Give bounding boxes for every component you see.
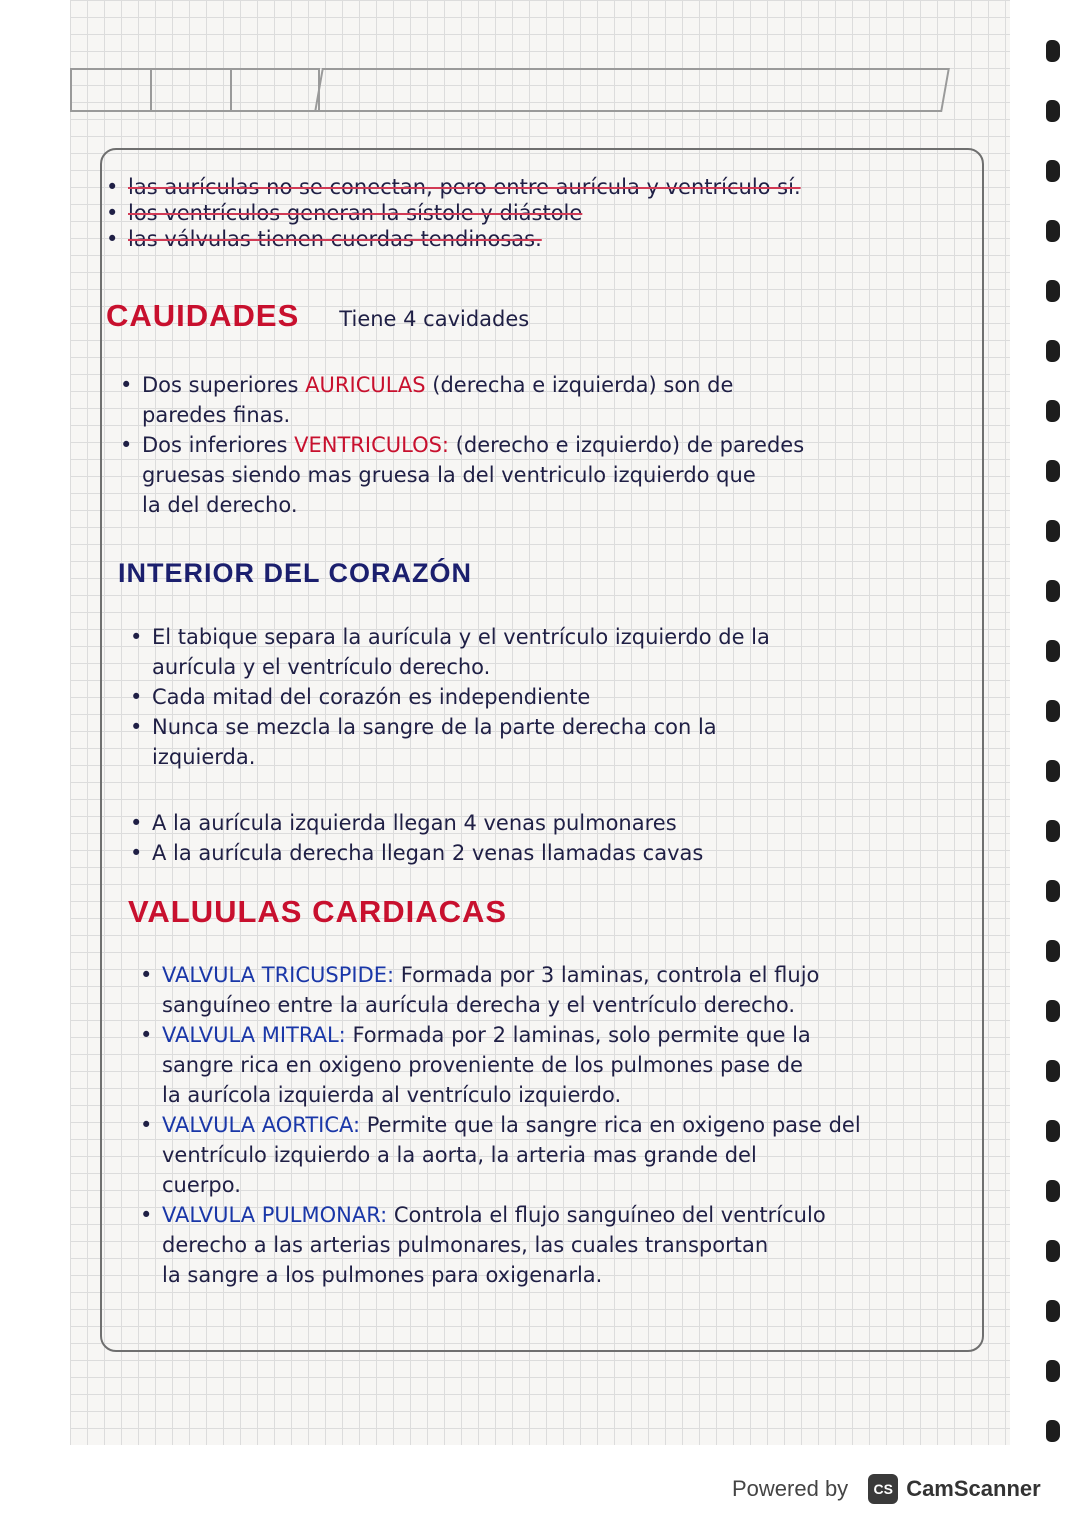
binding-hole [1046, 40, 1060, 62]
bullet-dot: • [130, 625, 143, 649]
camscanner-brand: CamScanner [906, 1476, 1041, 1501]
valvula-mitral-cont-1: sangre rica en oxigeno proveniente de los pulmones pase de [162, 1053, 803, 1077]
binding-hole [1046, 160, 1060, 182]
binding-hole [1046, 1360, 1060, 1382]
binding-hole [1046, 880, 1060, 902]
cavidades-bullet-1: • Dos superiores AURICULAS (derecha e izquierda) son de [120, 370, 804, 400]
binding-hole [1046, 520, 1060, 542]
pulmonar-label: VALVULA PULMONAR: [162, 1203, 388, 1227]
header-boxes [70, 68, 950, 112]
binding-hole [1046, 760, 1060, 782]
cavidades-bullet-1-cont: paredes finas. [142, 403, 291, 427]
valvula-pulmonar-cont-1: derecho a las arterias pulmonares, las cuales transportan [162, 1233, 769, 1257]
camscanner-logo-icon: CS [868, 1474, 898, 1504]
interior-bullet-1-cont: aurícula y el ventrículo derecho. [152, 655, 491, 679]
cavidades-bullet-2-cont-2: la del derecho. [142, 493, 298, 517]
aortica-label: VALVULA AORTICA: [162, 1113, 361, 1137]
header-box-4 [314, 68, 950, 112]
binding-hole [1046, 1060, 1060, 1082]
valvula-tricuspide-cont: sanguíneo entre la aurícula derecha y el ventrículo derecho. [162, 993, 796, 1017]
binding-hole [1046, 700, 1060, 722]
bullet-dot: • [106, 201, 119, 225]
valvulas-list [140, 960, 861, 1290]
tricuspide-label: VALVULA TRICUSPIDE: [162, 963, 395, 987]
interior-bullet-5: • A la aurícula derecha llegan 2 venas llamadas cavas [130, 838, 770, 868]
interior-bullet-3: • Nunca se mezcla la sangre de la parte derecha con la [130, 712, 770, 742]
valvula-aortica-cont-1: ventrículo izquierdo a la aorta, la arteria mas grande del [162, 1143, 757, 1167]
binding-hole [1046, 1300, 1060, 1322]
valvula-aortica-cont-2: cuerpo. [162, 1173, 241, 1197]
heading-valvulas: VALUULAS CARDIACAS [128, 894, 508, 929]
valvula-mitral: • VALVULA MITRAL: Formada por 2 laminas, solo permite que la [140, 1020, 861, 1050]
mitral-label: VALVULA MITRAL: [162, 1023, 346, 1047]
binding-hole [1046, 820, 1060, 842]
spiral-binding [1020, 20, 1080, 1460]
binding-hole [1046, 460, 1060, 482]
heading-interior: INTERIOR DEL CORAZÓN [118, 558, 473, 588]
cavidades-note: Tiene 4 cavidades [339, 307, 530, 331]
bullet-dot: • [140, 1203, 153, 1227]
header-box-3 [230, 68, 320, 112]
intro-line-3: • las válvulas tienen cuerdas tendinosas. [106, 224, 801, 254]
binding-hole [1046, 1420, 1060, 1442]
binding-hole [1046, 220, 1060, 242]
cavidades-bullet-2-cont-1: gruesas siendo mas gruesa la del ventriculo izquierdo que [142, 463, 756, 487]
bullet-dot: • [130, 841, 143, 865]
binding-hole [1046, 1000, 1060, 1022]
binding-hole [1046, 1180, 1060, 1202]
bullet-dot: • [106, 227, 119, 251]
header-box-2 [150, 68, 232, 112]
binding-hole [1046, 580, 1060, 602]
valvula-pulmonar-cont-2: la sangre a los pulmones para oxigenarla. [162, 1263, 603, 1287]
interior-bullet-2: • Cada mitad del corazón es independiente [130, 682, 770, 712]
binding-hole [1046, 340, 1060, 362]
bullet-dot: • [130, 715, 143, 739]
ventriculos-label: VENTRICULOS: [294, 433, 449, 457]
binding-hole [1046, 1120, 1060, 1142]
valvula-aortica: • VALVULA AORTICA: Permite que la sangre rica en oxigeno pase del [140, 1110, 861, 1140]
binding-hole [1046, 640, 1060, 662]
cavidades-list [120, 370, 804, 520]
valvula-mitral-cont-2: la aurícola izquierda al ventrículo izquierdo. [162, 1083, 622, 1107]
binding-hole [1046, 280, 1060, 302]
powered-by-text: Powered by [732, 1476, 849, 1501]
interior-bullet-4: • A la aurícula izquierda llegan 4 venas pulmonares [130, 808, 770, 838]
valvula-pulmonar: • VALVULA PULMONAR: Controla el flujo sanguíneo del ventrículo [140, 1200, 861, 1230]
bullet-dot: • [120, 373, 133, 397]
auriculas-label: AURICULAS [305, 373, 426, 397]
binding-hole [1046, 940, 1060, 962]
binding-hole [1046, 400, 1060, 422]
binding-hole [1046, 1240, 1060, 1262]
header-box-1 [70, 68, 152, 112]
bullet-dot: • [140, 1023, 153, 1047]
bullet-dot: • [130, 811, 143, 835]
interior-bullet-1: • El tabique separa la aurícula y el ventrículo izquierdo de la [130, 622, 770, 652]
bullet-dot: • [140, 1113, 153, 1137]
cavidades-bullet-2: • Dos inferiores VENTRICULOS: (derecho e izquierdo) de paredes [120, 430, 804, 460]
bullet-dot: • [106, 175, 119, 199]
binding-hole [1046, 100, 1060, 122]
intro-notes [106, 172, 801, 254]
bullet-dot: • [140, 963, 153, 987]
camscanner-watermark [732, 1472, 1041, 1506]
bullet-dot: • [120, 433, 133, 457]
valvula-tricuspide: • VALVULA TRICUSPIDE: Formada por 3 laminas, controla el flujo [140, 960, 861, 990]
interior-list [130, 622, 770, 868]
bullet-dot: • [130, 685, 143, 709]
intro-line-1: • las aurículas no se conectan, pero entre aurícula y ventrículo sí. [106, 172, 801, 202]
notebook-page [70, 0, 1010, 1445]
interior-bullet-3-cont: izquierda. [152, 745, 256, 769]
heading-cavidades: CAUIDADES Tiene 4 cavidades [106, 298, 530, 333]
intro-line-2: • los ventrículos generan la sístole y diástole [106, 198, 801, 228]
